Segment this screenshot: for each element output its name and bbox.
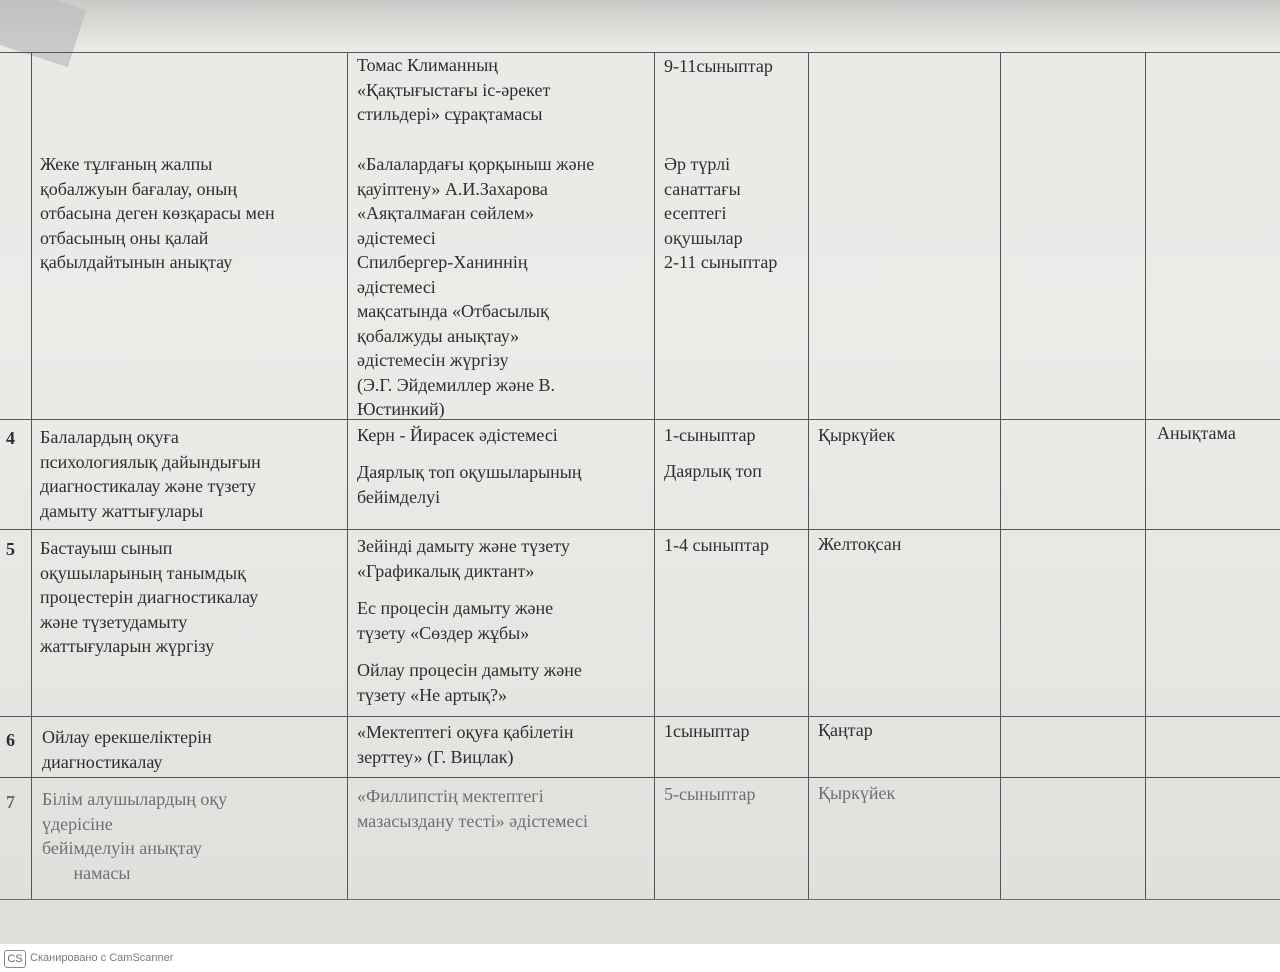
column-divider: [654, 52, 655, 899]
row-separator: [0, 529, 1280, 530]
row-4-target-2: Даярлық топ: [664, 461, 762, 481]
row-7-number: 7: [6, 792, 15, 812]
column-divider: [1000, 52, 1001, 899]
row-6-method: «Мектептегі оқуға қабілетін зерттеу» (Г. Вицлак): [357, 722, 574, 767]
row-4-number: 4: [6, 428, 15, 448]
row-6-number: 6: [6, 730, 15, 750]
scanner-watermark-text: Сканировано с CamScanner: [30, 952, 174, 964]
scanner-footer: [0, 944, 1280, 972]
row-5-target: 1-4 сыныптар: [664, 535, 770, 555]
row-4-method-1: Керн - Йирасек әдістемесі: [357, 425, 558, 445]
row-5-purpose: Бастауыш сынып оқушыларының танымдық процестерін диагностикалау және түзетудамыту жаттығуларын жүргізу: [40, 538, 259, 656]
row-separator: [0, 716, 1280, 717]
page-corner-fold: [0, 0, 86, 67]
row-7-target: 5-сыныптар: [664, 784, 756, 804]
row-4-result: Анықтама: [1157, 423, 1236, 443]
row-4-purpose: Балалардың оқуға психологиялық дайындығын диагностикалау және түзету дамыту жаттығулары: [40, 427, 261, 521]
column-divider: [808, 52, 809, 899]
table-bottom-border: [0, 899, 1280, 900]
row-6-target: 1сыныптар: [664, 721, 750, 741]
column-divider: [1145, 52, 1146, 899]
row-6-purpose: Ойлау ерекшеліктерін диагностикалау: [42, 727, 212, 772]
row-cont-method-1: Томас Климанның «Қақтығыстағы іс-әрекет стильдері» сұрақтамасы: [357, 55, 551, 124]
row-cont-method-2: «Балалардағы қорқыныш және қауіптену» А.И.Захарова «Аяқталмаған сөйлем» әдістемесі Спилбергер-Ханиннің әдістемесі мақсатында «Отбасылық қобалжуды анықтау» әдістемесін жүргізу (Э.Г. Эйдемиллер және В. Юстинкий): [357, 154, 595, 419]
row-cont-target-1: 9-11сыныптар: [664, 56, 773, 76]
row-cont-purpose: Жеке тұлғаның жалпы қобалжуын бағалау, оның отбасына деген көзқарасы мен отбасының оны қалай қабылдайтынын анықтау: [40, 154, 275, 272]
row-5-method-3: Ойлау процесін дамыту және түзету «Не артық?»: [357, 660, 582, 705]
column-divider: [347, 52, 348, 899]
column-divider: [31, 52, 32, 899]
row-5-number: 5: [6, 539, 15, 559]
row-6-month: Қаңтар: [818, 720, 873, 740]
row-4-method-2: Даярлық топ оқушыларының бейімделуі: [357, 462, 582, 507]
row-4-target-1: 1-сыныптар: [664, 425, 756, 445]
row-separator: [0, 777, 1280, 778]
camscanner-logo-icon: CS: [4, 950, 26, 968]
row-7-method: «Филлипстің мектептегі мазасыздану тесті» әдістемесі: [357, 786, 588, 831]
row-cont-target-2: Әр түрлі санаттағы есептегі оқушылар 2-11 сыныптар: [664, 154, 778, 272]
row-5-method-2: Ес процесін дамыту және түзету «Сөздер жұбы»: [357, 598, 554, 643]
row-5-month: Желтоқсан: [818, 534, 902, 554]
row-5-method-1: Зейінді дамыту және түзету «Графикалық диктант»: [357, 536, 570, 581]
row-7-month: Қыркүйек: [818, 783, 896, 803]
row-7-purpose: Білім алушылардың оқу үдерісіне бейімделуін анықтау намасы: [42, 789, 228, 883]
page-shadow: [0, 0, 1280, 46]
row-4-month: Қыркүйек: [818, 425, 896, 445]
